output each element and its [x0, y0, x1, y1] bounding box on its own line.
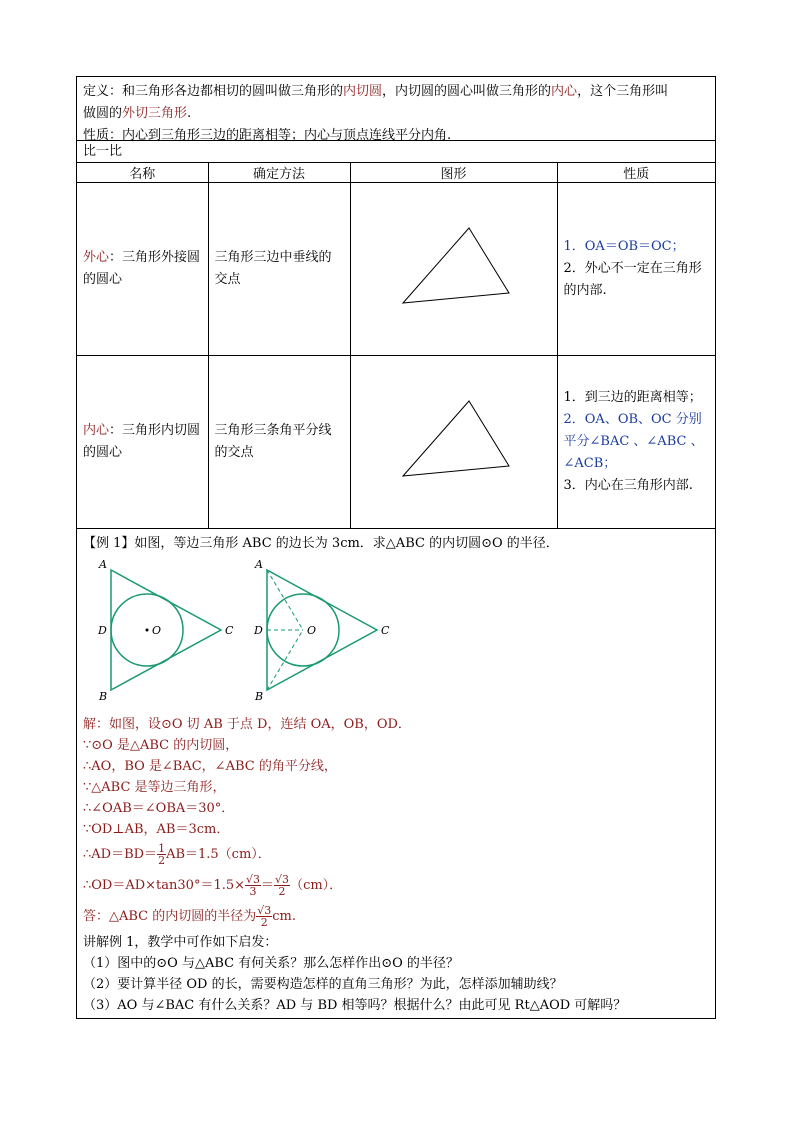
- header-property: 性质: [623, 167, 650, 182]
- def-text: 定义：和三角形各边都相切的圆叫做三角形的: [83, 84, 344, 99]
- prop-line: 1．OA＝OB＝OC；: [563, 239, 685, 254]
- od-text: ∴OD＝AD×tan30°＝1.5×: [83, 878, 246, 893]
- od-eq: ＝: [261, 878, 275, 893]
- label-b: B: [255, 690, 264, 703]
- frac-den: 3: [249, 885, 257, 898]
- cell-name: [77, 356, 208, 529]
- frac-num: 1: [158, 842, 166, 855]
- label-d: D: [254, 624, 263, 637]
- label-b: B: [99, 690, 108, 703]
- teaching-line: （1）图中的⊙O 与△ABC 有何关系？那么怎样作出⊙O 的半径？: [83, 956, 459, 971]
- label-o: O: [307, 624, 317, 637]
- cell-name: [77, 183, 208, 356]
- fraction-sqrt3-3: [245, 874, 261, 897]
- prop-line: 2．外心不一定在三角形的内部.: [563, 261, 702, 298]
- prop-line: 2．OA、OB、OC 分别平分∠BAC 、∠ABC 、∠ACB；: [563, 412, 704, 471]
- example-title: 【例 1】如图，等边三角形 ABC 的边长为 3cm．求△ABC 的内切圆⊙O 的半径．: [83, 536, 559, 551]
- cell-property: [557, 183, 715, 356]
- fraction-answer: [256, 905, 272, 928]
- label-c: C: [225, 624, 234, 637]
- definition-block: [77, 77, 715, 141]
- header-figure: 图形: [350, 163, 557, 183]
- answer-text: cm.: [272, 909, 297, 924]
- example-figures: [83, 554, 709, 714]
- solution-line: ∴AO，BO 是∠BAC，∠ABC 的角平分线，: [83, 759, 337, 774]
- cell-method: 三角形三边中垂线的交点: [208, 183, 350, 356]
- fraction-sqrt3-2: [274, 874, 290, 897]
- def-text: ，内切圆的圆心叫做三角形的: [382, 84, 552, 99]
- answer-text: 答：△ABC 的内切圆的半径为: [83, 909, 257, 924]
- header-method: 确定方法: [208, 163, 350, 183]
- frac-num: √3: [275, 873, 290, 886]
- def-text: 做圆的: [83, 106, 123, 121]
- center-dot: [146, 629, 149, 632]
- prop-line: 3．内心在三角形内部.: [563, 478, 693, 493]
- solution-line: ∵△ABC 是等边三角形，: [83, 780, 226, 795]
- name-text: ：三角形外接圆的圆心: [83, 250, 201, 287]
- figure-triangle-incircle-aux: [253, 558, 390, 703]
- table-row-circumcenter: [77, 183, 715, 356]
- teaching-line: （2）要计算半径 OD 的长，需要构造怎样的直角三角形？为此，怎样添加辅助线？: [83, 977, 563, 992]
- def-text: ，这个三角形叫: [577, 84, 669, 99]
- cell-figure: [350, 356, 557, 529]
- solution-line-od: [83, 870, 709, 902]
- label-c: C: [381, 624, 390, 637]
- frac-den: 2: [260, 916, 268, 929]
- frac-num: √3: [257, 904, 272, 917]
- def-term-incenter: 内心: [551, 84, 578, 99]
- solution-line: 解：如图，设⊙O 切 AB 于点 D，连结 OA，OB，OD．: [83, 717, 411, 732]
- ad-text: AB＝1.5（cm）．: [166, 847, 271, 862]
- example-figure-svg: [83, 554, 403, 714]
- comparison-table: [77, 163, 715, 528]
- property-line: 性质：内心到三角形三边的距离相等；内心与顶点连线平分内角.: [83, 128, 452, 143]
- cell-property: [557, 356, 715, 529]
- label-a: A: [255, 558, 263, 571]
- answer-line: [83, 902, 709, 932]
- def-term-circumscribed-triangle: 外切三角形: [122, 106, 188, 121]
- content-frame: [76, 76, 716, 1019]
- teaching-line: 讲解例 1，教学中可作如下启发：: [83, 935, 278, 950]
- triangle-abc: [111, 570, 221, 690]
- def-text: .: [187, 106, 192, 121]
- compare-title: 比一比: [77, 141, 715, 163]
- teaching-line: （3）AO 与∠BAC 有什么关系？AD 与 BD 相等吗？根据什么？由此可见 Rt△AOD 可解吗？: [83, 998, 627, 1013]
- term-circumcenter: 外心: [83, 250, 110, 265]
- definition-line-1: [83, 81, 709, 103]
- frac-num: √3: [246, 873, 261, 886]
- triangle-figure-2: [351, 356, 558, 524]
- table-header-row: [77, 163, 715, 183]
- prop-line: 1．到三边的距离相等；: [563, 390, 702, 405]
- example-block: [77, 529, 715, 1018]
- label-a: A: [99, 558, 107, 571]
- solution-block: [83, 714, 709, 932]
- label-d: D: [98, 624, 107, 637]
- name-text: ：三角形内切圆的圆心: [83, 423, 201, 460]
- solution-line: ∵OD⊥AB，AB＝3cm．: [83, 822, 230, 837]
- od-text: （cm）．: [290, 878, 343, 893]
- triangle-shape: [403, 228, 509, 303]
- header-name: 名称: [77, 163, 208, 183]
- def-term-incircle: 内切圆: [343, 84, 383, 99]
- comparison-table-wrap: [77, 163, 715, 529]
- fraction-half: [157, 843, 166, 866]
- solution-line: ∵⊙O 是△ABC 的内切圆，: [83, 738, 239, 753]
- table-row-incenter: [77, 356, 715, 529]
- cell-method: 三角形三条角平分线的交点: [208, 356, 350, 529]
- solution-line: ∴∠OAB＝∠OBA＝30°．: [83, 801, 235, 816]
- definition-line-2: [83, 103, 709, 125]
- frac-den: 2: [278, 885, 286, 898]
- ad-text: ∴AD＝BD＝: [83, 847, 158, 862]
- solution-line-ad: [83, 840, 709, 870]
- cell-figure: [350, 183, 557, 356]
- frac-den: 2: [158, 854, 166, 867]
- term-incenter: 内心: [83, 423, 110, 438]
- triangle-shape: [403, 401, 509, 476]
- teaching-block: [83, 932, 709, 1016]
- label-o: O: [152, 624, 162, 637]
- figure-triangle-incircle: [97, 558, 234, 703]
- triangle-figure-1: [351, 183, 558, 351]
